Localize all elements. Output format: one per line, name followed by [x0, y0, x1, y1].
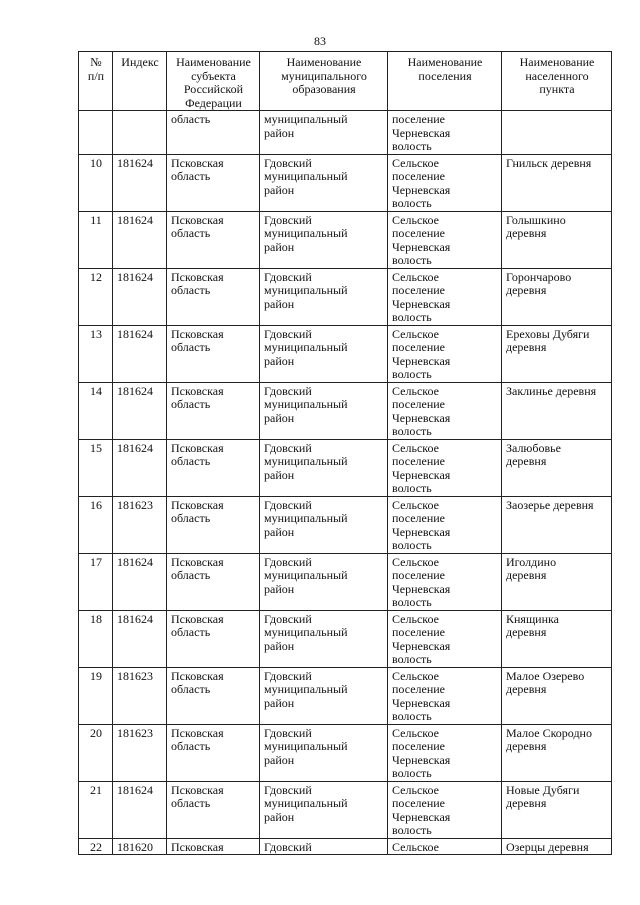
table-row [79, 781, 612, 838]
cell-index: 181624 [113, 382, 167, 439]
cell-subject: область [167, 111, 260, 155]
cell-index [113, 111, 167, 155]
column-header-index: Индекс [113, 52, 167, 111]
column-header-number: № п/п [79, 52, 113, 111]
cell-index: 181624 [113, 553, 167, 610]
cell-locality: Залюбовье деревня [502, 439, 612, 496]
cell-municipality: Гдовский муниципальный район [260, 553, 388, 610]
cell-number: 14 [79, 382, 113, 439]
cell-settlement: Сельское поселение Черневская волость [388, 439, 502, 496]
cell-index: 181624 [113, 439, 167, 496]
cell-number: 12 [79, 268, 113, 325]
cell-locality: Заклинье деревня [502, 382, 612, 439]
cell-number: 19 [79, 667, 113, 724]
cell-municipality: муниципальный район [260, 111, 388, 155]
cell-number: 20 [79, 724, 113, 781]
cell-settlement: Сельское поселение Черневская волость [388, 781, 502, 838]
cell-subject: Псковская область [167, 724, 260, 781]
table-body [79, 111, 612, 855]
cell-index: 181624 [113, 268, 167, 325]
cell-settlement: Сельское поселение Черневская волость [388, 382, 502, 439]
cell-locality: Малое Скородно деревня [502, 724, 612, 781]
cell-index: 181624 [113, 211, 167, 268]
cell-municipality: Гдовский муниципальный район [260, 496, 388, 553]
cell-settlement: Сельское поселение Черневская волость [388, 667, 502, 724]
column-header-subject: Наименование субъекта Российской Федерации [167, 52, 260, 111]
cell-municipality: Гдовский муниципальный район [260, 610, 388, 667]
cell-subject: Псковская область [167, 382, 260, 439]
table-row-continuation [79, 111, 612, 155]
cell-municipality: Гдовский муниципальный район [260, 667, 388, 724]
cell-number: 22 [79, 838, 113, 855]
cell-locality [502, 111, 612, 155]
cell-subject: Псковская область [167, 781, 260, 838]
cell-number: 13 [79, 325, 113, 382]
table-row [79, 154, 612, 211]
table-row [79, 211, 612, 268]
cell-municipality: Гдовский муниципальный район [260, 211, 388, 268]
cell-settlement: Сельское поселение Черневская волость [388, 553, 502, 610]
cell-subject: Псковская область [167, 553, 260, 610]
cell-number [79, 111, 113, 155]
cell-settlement: Сельское [388, 838, 502, 855]
cell-index: 181623 [113, 667, 167, 724]
cell-subject: Псковская область [167, 325, 260, 382]
cell-locality: Малое Озерево деревня [502, 667, 612, 724]
cell-index: 181624 [113, 781, 167, 838]
cell-settlement: поселение Черневская волость [388, 111, 502, 155]
cell-municipality: Гдовский муниципальный район [260, 439, 388, 496]
cell-locality: Гнильск деревня [502, 154, 612, 211]
cell-municipality: Гдовский муниципальный район [260, 382, 388, 439]
cell-number: 16 [79, 496, 113, 553]
cell-settlement: Сельское поселение Черневская волость [388, 268, 502, 325]
table-row [79, 553, 612, 610]
cell-subject: Псковская [167, 838, 260, 855]
cell-index: 181623 [113, 724, 167, 781]
column-header-locality: Наименование населенного пункта [502, 52, 612, 111]
column-header-municipality: Наименование муниципального образования [260, 52, 388, 111]
table-row [79, 439, 612, 496]
table-row [79, 496, 612, 553]
page-number: 83 [314, 34, 326, 48]
cell-settlement: Сельское поселение Черневская волость [388, 610, 502, 667]
cell-municipality: Гдовский муниципальный район [260, 724, 388, 781]
table-row [79, 838, 612, 855]
cell-settlement: Сельское поселение Черневская волость [388, 724, 502, 781]
cell-subject: Псковская область [167, 439, 260, 496]
cell-settlement: Сельское поселение Черневская волость [388, 496, 502, 553]
table-header [79, 52, 612, 111]
cell-locality: Княщинка деревня [502, 610, 612, 667]
cell-number: 18 [79, 610, 113, 667]
cell-number: 11 [79, 211, 113, 268]
table-row [79, 667, 612, 724]
cell-subject: Псковская область [167, 211, 260, 268]
cell-municipality: Гдовский муниципальный район [260, 268, 388, 325]
cell-locality: Озерцы деревня [502, 838, 612, 855]
cell-locality: Ереховы Дубяги деревня [502, 325, 612, 382]
cell-municipality: Гдовский муниципальный район [260, 154, 388, 211]
cell-subject: Псковская область [167, 268, 260, 325]
cell-index: 181624 [113, 610, 167, 667]
cell-subject: Псковская область [167, 610, 260, 667]
cell-number: 15 [79, 439, 113, 496]
cell-locality: Заозерье деревня [502, 496, 612, 553]
cell-number: 17 [79, 553, 113, 610]
cell-settlement: Сельское поселение Черневская волость [388, 325, 502, 382]
cell-index: 181623 [113, 496, 167, 553]
cell-number: 10 [79, 154, 113, 211]
column-header-settlement: Наименование поселения [388, 52, 502, 111]
table-row [79, 325, 612, 382]
table-row [79, 382, 612, 439]
cell-settlement: Сельское поселение Черневская волость [388, 211, 502, 268]
table-row [79, 610, 612, 667]
cell-number: 21 [79, 781, 113, 838]
cell-locality: Новые Дубяги деревня [502, 781, 612, 838]
cell-subject: Псковская область [167, 496, 260, 553]
cell-locality: Горончарово деревня [502, 268, 612, 325]
cell-index: 181624 [113, 325, 167, 382]
cell-subject: Псковская область [167, 667, 260, 724]
cell-settlement: Сельское поселение Черневская волость [388, 154, 502, 211]
cell-locality: Голышкино деревня [502, 211, 612, 268]
cell-index: 181620 [113, 838, 167, 855]
cell-index: 181624 [113, 154, 167, 211]
cell-subject: Псковская область [167, 154, 260, 211]
table-row [79, 724, 612, 781]
settlements-table [78, 51, 612, 855]
table-row [79, 268, 612, 325]
cell-municipality: Гдовский муниципальный район [260, 325, 388, 382]
cell-locality: Иголдино деревня [502, 553, 612, 610]
cell-municipality: Гдовский [260, 838, 388, 855]
cell-municipality: Гдовский муниципальный район [260, 781, 388, 838]
